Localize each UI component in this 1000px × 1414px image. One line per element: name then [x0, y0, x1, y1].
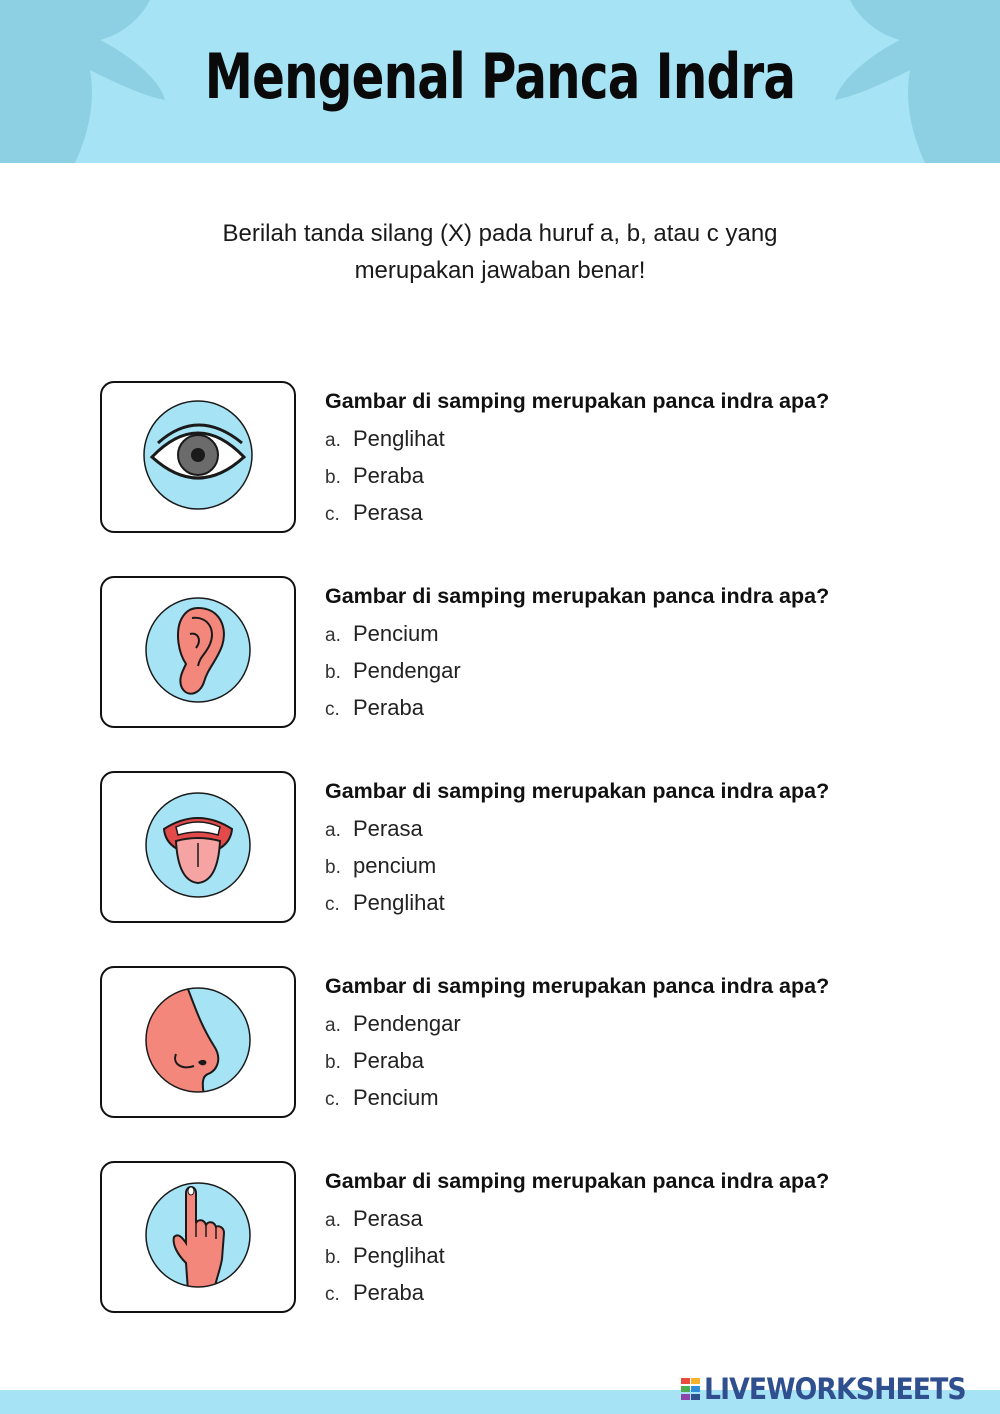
brand-logo — [681, 1372, 988, 1406]
answer-option-a[interactable] — [325, 816, 423, 842]
answer-option-c[interactable] — [325, 1085, 439, 1111]
question-image-frame — [100, 1161, 296, 1313]
option-label: Perasa — [353, 500, 423, 525]
answer-option-c[interactable] — [325, 695, 424, 721]
answer-option-a[interactable] — [325, 1011, 461, 1037]
instruction-line-1: Berilah tanda silang (X) pada huruf a, b, atau c yang — [222, 220, 778, 247]
brand-name: LIVEWORKSHEETS — [703, 1372, 966, 1406]
instruction-text — [150, 215, 850, 289]
answer-option-b[interactable] — [325, 1243, 445, 1269]
option-label: Penglihat — [353, 1243, 445, 1268]
option-label: Penglihat — [353, 890, 445, 915]
option-label: Penglihat — [353, 426, 445, 451]
option-label: Pendengar — [353, 1011, 461, 1036]
option-label: Pencium — [353, 1085, 439, 1110]
option-label: pencium — [353, 853, 437, 878]
hand-icon — [142, 1179, 254, 1291]
option-label: Perasa — [353, 816, 423, 841]
option-label: Peraba — [353, 1048, 424, 1073]
liveworksheets-logo-icon — [681, 1378, 701, 1400]
option-letter: c. — [325, 894, 340, 915]
instruction-line-2: merupakan jawaban benar! — [354, 257, 646, 284]
option-letter: a. — [325, 625, 341, 646]
question-5 — [100, 1161, 900, 1313]
answer-option-b[interactable] — [325, 1048, 424, 1074]
question-text: Gambar di samping merupakan panca indra apa? — [325, 974, 830, 998]
option-label: Pendengar — [353, 658, 461, 683]
option-label: Peraba — [353, 463, 424, 488]
answer-option-a[interactable] — [325, 1206, 423, 1232]
eye-icon — [142, 399, 254, 511]
answer-option-a[interactable] — [325, 426, 445, 452]
answer-option-b[interactable] — [325, 658, 461, 684]
question-4 — [100, 966, 900, 1118]
option-label: Peraba — [353, 1280, 424, 1305]
option-letter: c. — [325, 1284, 340, 1305]
answer-option-b[interactable] — [325, 853, 436, 879]
option-letter: c. — [325, 699, 340, 720]
question-text: Gambar di samping merupakan panca indra apa? — [325, 779, 830, 803]
question-image-frame — [100, 381, 296, 533]
question-image-frame — [100, 576, 296, 728]
question-image-frame — [100, 966, 296, 1118]
page-title: Mengenal Panca Indra — [204, 40, 796, 113]
option-letter: a. — [325, 430, 341, 451]
question-image-frame — [100, 771, 296, 923]
option-letter: c. — [325, 504, 340, 525]
answer-option-b[interactable] — [325, 463, 424, 489]
option-letter: c. — [325, 1089, 340, 1110]
option-letter: b. — [325, 467, 341, 488]
question-1 — [100, 381, 900, 533]
option-letter: a. — [325, 1015, 341, 1036]
answer-option-a[interactable] — [325, 621, 439, 647]
option-letter: b. — [325, 1247, 341, 1268]
question-2 — [100, 576, 900, 728]
option-label: Peraba — [353, 695, 424, 720]
question-text: Gambar di samping merupakan panca indra apa? — [325, 584, 830, 608]
option-letter: a. — [325, 1210, 341, 1231]
option-letter: b. — [325, 1052, 341, 1073]
answer-option-c[interactable] — [325, 500, 423, 526]
option-letter: a. — [325, 820, 341, 841]
ear-icon — [142, 594, 254, 706]
question-text: Gambar di samping merupakan panca indra apa? — [325, 1169, 830, 1193]
option-letter: b. — [325, 662, 341, 683]
question-text: Gambar di samping merupakan panca indra apa? — [325, 389, 830, 413]
question-3 — [100, 771, 900, 923]
header-banner — [0, 0, 1000, 163]
option-label: Pencium — [353, 621, 439, 646]
answer-option-c[interactable] — [325, 1280, 424, 1306]
nose-icon — [142, 984, 254, 1096]
answer-option-c[interactable] — [325, 890, 445, 916]
tongue-icon — [142, 789, 254, 901]
option-label: Perasa — [353, 1206, 423, 1231]
option-letter: b. — [325, 857, 341, 878]
